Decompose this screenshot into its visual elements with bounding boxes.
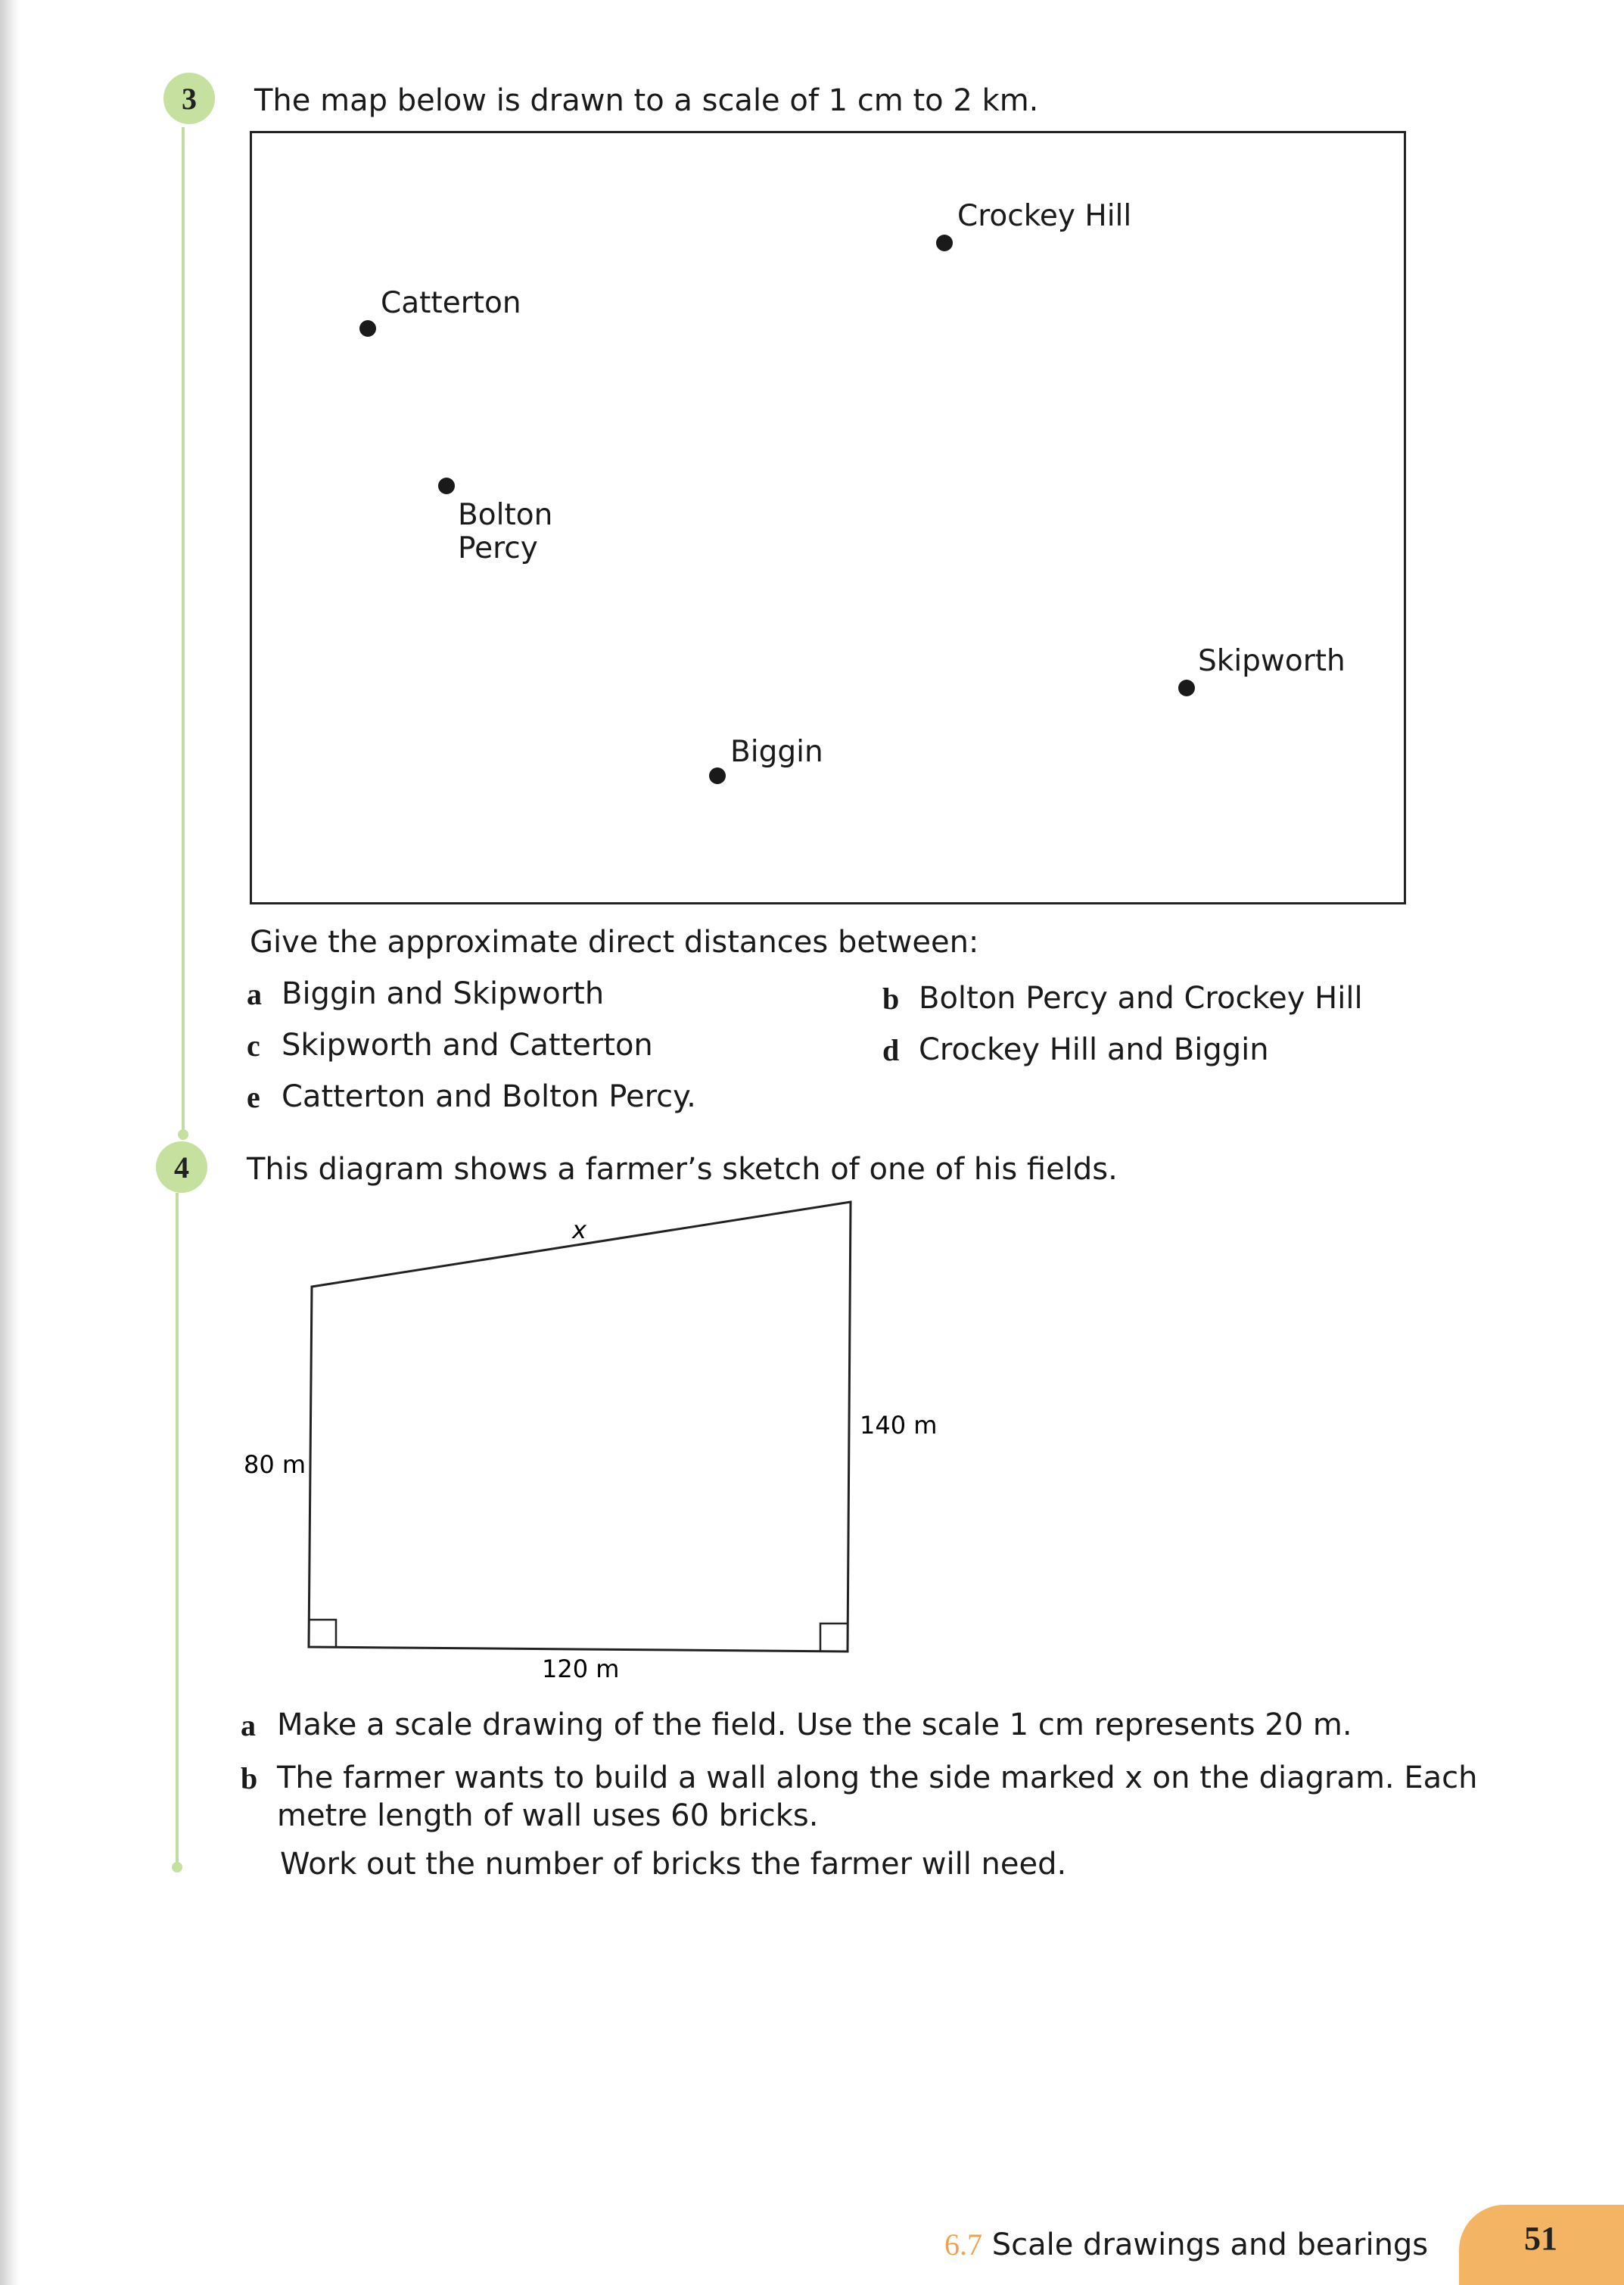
q4-part-b-line1: The farmer wants to build a wall along the side marked x on the diagram. Each (277, 1760, 1478, 1795)
bottom-side-label: 120 m (542, 1655, 620, 1683)
right-side-label: 140 m (860, 1411, 938, 1440)
q4-part-b-line2: metre length of wall uses 60 bricks. (277, 1798, 819, 1833)
q3-part-a-letter: a (247, 977, 262, 1011)
q4-intro: This diagram shows a farmer’s sketch of one of his fields. (247, 1152, 1118, 1187)
page-number: 51 (1524, 2220, 1557, 2257)
field-outline (309, 1202, 851, 1651)
q4-number-badge: 4 (156, 1141, 207, 1193)
q3-part-a-text: Biggin and Skipworth (282, 976, 605, 1011)
q3-part-b-text: Bolton Percy and Crockey Hill (919, 981, 1363, 1016)
q3-number-badge: 3 (163, 73, 215, 124)
footer-section (944, 2227, 1428, 2262)
q4-part-b-line3: Work out the number of bricks the farmer will need. (280, 1847, 1067, 1882)
crockey-hill-label: Crockey Hill (957, 199, 1132, 233)
skipworth-label: Skipworth (1198, 644, 1346, 678)
left-side-label: 80 m (244, 1450, 306, 1479)
q3-part-c-text: Skipworth and Catterton (282, 1028, 653, 1063)
footer-section-title: Scale drawings and bearings (991, 2227, 1429, 2262)
q3-part-e-letter: e (247, 1080, 260, 1114)
biggin-label: Biggin (730, 735, 823, 769)
footer-section-number: 6.7 (944, 2227, 982, 2262)
catterton-label: Catterton (381, 286, 521, 320)
right-angle-bottom-left (309, 1620, 336, 1648)
q3-prompt: Give the approximate direct distances between: (250, 925, 979, 960)
q4-part-b-letter: b (241, 1761, 258, 1795)
q3-intro: The map below is drawn to a scale of 1 cm to 2 km. (254, 83, 1039, 118)
q3-part-d-text: Crockey Hill and Biggin (919, 1032, 1269, 1067)
q3-part-c-letter: c (247, 1029, 260, 1063)
q3-part-b-letter: b (882, 982, 900, 1016)
bolton-percy-label: Bolton Percy (458, 498, 553, 565)
q3-part-d-letter: d (882, 1033, 900, 1067)
q4-part-a-text: Make a scale drawing of the field. Use the scale 1 cm represents 20 m. (277, 1708, 1352, 1742)
q3-part-e-text: Catterton and Bolton Percy. (282, 1079, 696, 1114)
right-angle-bottom-right (820, 1623, 848, 1651)
side-x-label: x (572, 1216, 586, 1244)
q4-part-a-letter: a (241, 1708, 256, 1742)
